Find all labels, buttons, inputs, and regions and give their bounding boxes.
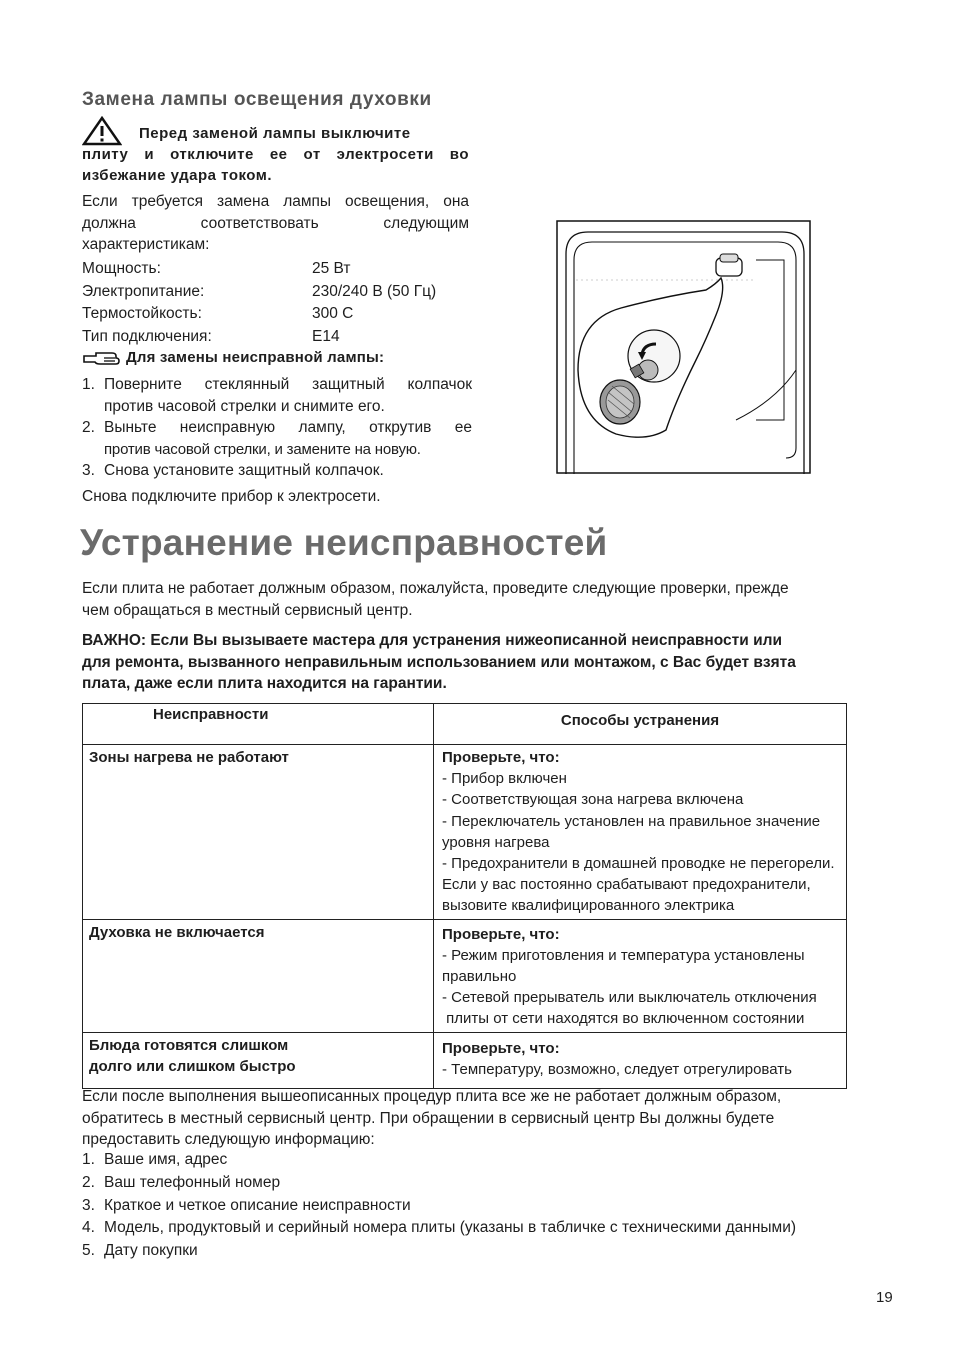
table-row	[83, 1032, 847, 1088]
troubleshoot-intro-line2: чем обращаться в местный сервисный центр.	[82, 601, 413, 619]
step-number: 1.	[82, 376, 95, 393]
spec-row	[82, 283, 482, 306]
important-line2: для ремонта, вызванного неправильным использованием или монтажом, с Вас будет взята	[82, 653, 796, 671]
fault-table	[82, 703, 847, 1089]
fix-line: - Сетевой прерыватель или выключатель отключения	[442, 989, 817, 1007]
fix-line: плиты от сети находятся во включенном состоянии	[442, 1010, 805, 1028]
spec-label: Тип подключения:	[82, 327, 212, 345]
table-header-fix: Способы устранения	[434, 704, 847, 745]
step-text: против часовой стрелки и снимите его.	[104, 397, 385, 415]
spec-label: Электропитание:	[82, 282, 205, 300]
list-number: 1.	[82, 1151, 95, 1168]
spec-label: Термостойкость:	[82, 305, 202, 322]
step-text: Снова установите защитный колпачок.	[104, 462, 384, 479]
info-list	[82, 1149, 882, 1263]
lamp-specs	[82, 260, 482, 350]
fix-line: - Переключатель установлен на правильное значение	[442, 812, 821, 830]
check-heading: Проверьте, что:	[442, 925, 560, 943]
fault-cell: Зоны нагрева не работают	[83, 745, 434, 920]
list-text: Ваше имя, адрес	[104, 1151, 228, 1168]
table-header-row	[83, 704, 847, 745]
list-item	[82, 1217, 882, 1240]
fault-cell	[83, 1032, 434, 1088]
list-item	[82, 1172, 882, 1195]
step-text: против часовой стрелки, и замените на новую.	[104, 440, 421, 458]
step-text: Выньте неисправную лампу, открутив ее	[104, 419, 472, 436]
fix-line: - Соответствующая зона нагрева включена	[442, 791, 744, 809]
lamp-intro-line1: Если требуется замена лампы освещения, она	[82, 193, 469, 210]
spec-value: 25 Вт	[312, 260, 351, 277]
spec-value: 230/240 В (50 Гц)	[312, 282, 437, 300]
lamp-intro-line3: характеристикам:	[82, 236, 210, 253]
oven-lamp-illustration	[556, 220, 811, 474]
step-item	[82, 374, 472, 417]
spec-value: Е14	[312, 327, 340, 345]
spec-row	[82, 260, 482, 283]
fix-line: - Температуру, возможно, следует отрегулировать	[442, 1060, 792, 1078]
fix-line: - Предохранители в домашней проводке не перегорели.	[442, 855, 835, 873]
step-number: 2.	[82, 419, 95, 436]
fix-line: правильно	[442, 968, 517, 986]
after-text	[82, 1086, 781, 1151]
step-number: 3.	[82, 462, 95, 479]
fix-line: вызовите квалифицированного электрика	[442, 897, 735, 915]
table-row	[83, 919, 847, 1032]
fix-line: - Режим приготовления и температура установлены	[442, 946, 805, 964]
list-number: 3.	[82, 1196, 95, 1214]
list-number: 4.	[82, 1219, 95, 1237]
step-text: Поверните стеклянный защитный колпачок	[104, 376, 472, 393]
table-header-fault: Неисправности	[83, 704, 434, 745]
list-text: Модель, продуктовый и серийный номера плиты (указаны в табличке с техническими данными)	[104, 1219, 797, 1237]
warning-triangle-icon	[82, 116, 122, 146]
fault-line: долго или слишком быстро	[89, 1057, 296, 1075]
fix-cell	[434, 745, 847, 920]
table-row	[83, 745, 847, 920]
after-line1: Если после выполнения вышеописанных процедур плита все же не работает должным образом,	[82, 1088, 782, 1105]
spec-row	[82, 328, 482, 351]
fix-cell	[434, 1032, 847, 1088]
spec-label: Мощность:	[82, 260, 161, 277]
reconnect-text: Снова подключите прибор к электросети.	[82, 488, 381, 505]
fault-cell: Духовка не включается	[83, 919, 434, 1032]
fix-line: - Прибор включен	[442, 770, 567, 788]
important-notice	[82, 630, 796, 695]
list-text: Ваш телефонный номер	[104, 1173, 281, 1191]
troubleshoot-intro-line1: Если плита не работает должным образом, пожалуйста, проведите следующие проверки, прежде	[82, 580, 789, 597]
page-number: 19	[876, 1289, 893, 1306]
pointing-hand-icon	[82, 350, 122, 368]
check-heading: Проверьте, что:	[442, 1039, 560, 1057]
list-item	[82, 1195, 882, 1218]
lamp-intro	[82, 191, 469, 256]
list-number: 2.	[82, 1173, 95, 1191]
list-item	[82, 1149, 882, 1172]
fix-cell	[434, 919, 847, 1032]
important-line3: плата, даже если плита находится на гарантии.	[82, 675, 447, 692]
spec-row	[82, 305, 482, 328]
list-text: Дату покупки	[104, 1242, 198, 1260]
troubleshoot-title: Устранение неисправностей	[80, 522, 608, 563]
list-number: 5.	[82, 1242, 95, 1260]
spec-value: 300 С	[312, 305, 354, 322]
list-text: Краткое и четкое описание неисправности	[104, 1196, 411, 1214]
lamp-intro-line2: должна соответствовать следующим	[82, 214, 469, 232]
fix-line: Если у вас постоянно срабатывают предохранители,	[442, 876, 811, 894]
after-line2: обратитесь в местный сервисный центр. При обращении в сервисный центр Вы должны будете	[82, 1109, 775, 1127]
list-item	[82, 1240, 882, 1263]
replace-heading: Для замены неисправной лампы:	[126, 349, 385, 366]
step-item	[82, 460, 472, 482]
important-line1: ВАЖНО: Если Вы вызываете мастера для устранения нижеописанной неисправности или	[82, 632, 783, 649]
warning-text-line1: Перед заменой лампы выключите	[139, 125, 411, 142]
check-heading: Проверьте, что:	[442, 749, 560, 766]
step-item	[82, 417, 472, 460]
after-line3: предоставить следующую информацию:	[82, 1131, 375, 1148]
fix-line: уровня нагрева	[442, 833, 550, 851]
warning-text-line3: избежание удара током.	[82, 167, 273, 184]
fault-line: Блюда готовятся слишком	[89, 1036, 289, 1054]
replace-steps	[82, 374, 472, 482]
warning-text-line2: плиту и отключите ее от электросети во	[82, 146, 469, 163]
troubleshoot-intro	[82, 578, 789, 621]
lamp-section-title: Замена лампы освещения духовки	[82, 89, 432, 110]
